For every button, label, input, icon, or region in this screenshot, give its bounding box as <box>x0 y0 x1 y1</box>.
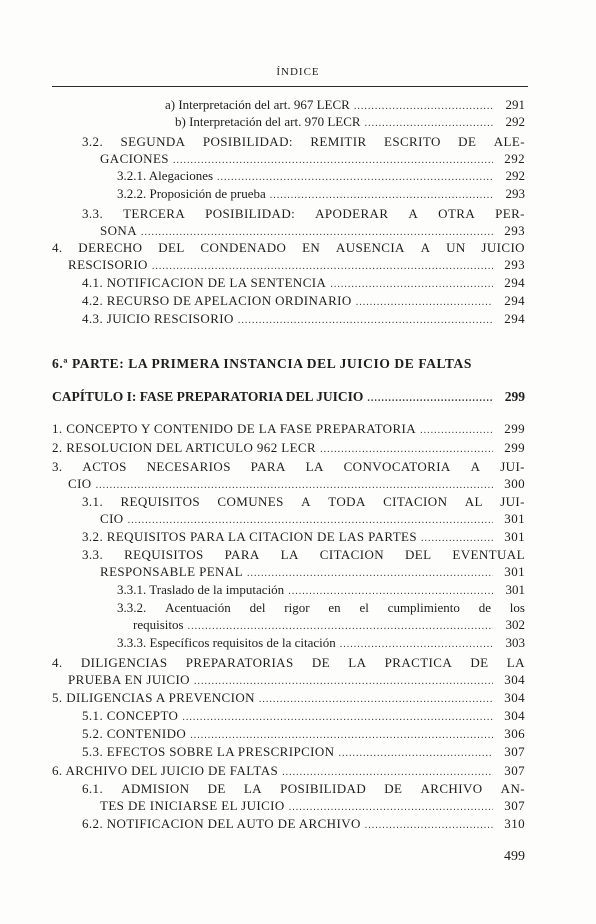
dot-leader <box>188 619 493 635</box>
toc-entry-page: 294 <box>504 311 525 326</box>
toc-entry-text: 3.3.1. Traslado de la imputación <box>117 582 285 597</box>
dot-leader <box>354 99 493 115</box>
toc-entry-page: 292 <box>505 114 525 129</box>
toc-entry-row <box>82 293 525 310</box>
toc-entry-page: 301 <box>505 582 525 597</box>
dot-leader <box>96 478 493 494</box>
dot-leader <box>365 116 493 132</box>
toc-entry-line: 3. ACTOS NECESARIOS PARA LA CONVOCATORIA A JUI- <box>52 459 525 474</box>
toc-entry-text: 3.2.1. Alegaciones <box>117 168 214 183</box>
toc-entry-page: 301 <box>504 511 525 526</box>
toc-entry-page: 301 <box>504 529 525 544</box>
toc-entry-page: 302 <box>505 617 525 632</box>
toc-entry-row <box>117 582 525 599</box>
toc-entry-row <box>117 186 525 203</box>
toc-entry <box>82 311 525 328</box>
toc-entry <box>82 206 525 240</box>
toc-entry-row <box>82 726 525 743</box>
toc-entry <box>117 635 525 652</box>
toc-entry <box>52 240 525 274</box>
toc-entry-page: 293 <box>504 223 525 238</box>
toc-entry-text: 4.1. NOTIFICACION DE LA SENTENCIA <box>82 275 327 290</box>
toc-entry-text: 2. RESOLUCION DEL ARTICULO 962 LECR <box>52 440 317 455</box>
toc-entry <box>52 440 525 457</box>
dot-leader <box>421 531 493 547</box>
dot-leader <box>338 746 493 762</box>
toc-entry-line: 4. DILIGENCIAS PREPARATORIAS DE LA PRACTICA DE LA <box>52 655 525 670</box>
toc-entry-page: 294 <box>504 275 525 290</box>
dot-leader <box>320 442 493 458</box>
toc-entry-page: 300 <box>504 476 525 491</box>
dot-leader <box>330 277 493 293</box>
toc-entry <box>165 97 525 114</box>
toc-entry-row <box>133 617 525 634</box>
toc-entry-page: 307 <box>504 798 525 813</box>
toc-entry-text: 3.2. REQUISITOS PARA LA CITACION DE LAS PARTES <box>82 529 418 544</box>
toc-entry-page: 304 <box>504 690 525 705</box>
dot-leader <box>259 692 493 708</box>
toc-entry <box>117 600 525 634</box>
toc-entry-row <box>52 763 525 780</box>
toc-entry <box>82 134 525 168</box>
toc-entry <box>82 293 525 310</box>
toc-entry <box>82 275 525 292</box>
toc-entry-line: 3.2. SEGUNDA POSIBILIDAD: REMITIR ESCRITO DE ALE- <box>82 134 525 149</box>
toc-entry-text: RESCISORIO <box>68 257 148 272</box>
toc-entry-row <box>68 476 525 493</box>
toc-entry-text: 1. CONCEPTO Y CONTENIDO DE LA FASE PREPARATORIA <box>52 421 417 436</box>
toc-entry <box>175 114 525 131</box>
toc-entry-text: CIO <box>68 476 92 491</box>
toc-entry-page: 306 <box>504 726 525 741</box>
toc-entry-page: 307 <box>504 763 525 778</box>
toc-entry-row <box>82 708 525 725</box>
dot-leader <box>365 818 493 834</box>
toc-entry-row <box>100 151 525 168</box>
toc-entry-line: 3.3. REQUISITOS PARA LA CITACION DEL EVENTUAL <box>82 547 525 562</box>
dot-leader <box>270 188 493 204</box>
running-header: ÍNDICE <box>276 66 320 78</box>
toc-entry-row <box>165 97 525 114</box>
toc-entry-row <box>82 816 525 833</box>
toc-entry <box>82 744 525 761</box>
dot-leader <box>194 674 493 690</box>
dot-leader <box>247 566 493 582</box>
toc-entry-line: 3.3. TERCERA POSIBILIDAD: APODERAR A OTRA PER- <box>82 206 525 221</box>
header-rule <box>52 86 528 87</box>
toc-entry-text: TES DE INICIARSE EL JUICIO <box>100 798 285 813</box>
toc-entry-row <box>117 635 525 652</box>
toc-entry-line: 4. DERECHO DEL CONDENADO EN AUSENCIA A UN JUICIO <box>52 240 525 255</box>
toc-entry-page: 304 <box>504 672 525 687</box>
toc-entry-text: b) Interpretación del art. 970 LECR <box>175 114 361 129</box>
toc-entry-text: a) Interpretación del art. 967 LECR <box>165 97 350 112</box>
toc-entry <box>82 816 525 833</box>
toc-entry-text: 3.2.2. Proposición de prueba <box>117 186 266 201</box>
toc-entry-row <box>52 690 525 707</box>
dot-leader <box>173 153 493 169</box>
toc-entry <box>52 690 525 707</box>
toc-entry-text: GACIONES <box>100 151 169 166</box>
chapter-heading <box>52 389 525 406</box>
toc-entry <box>117 582 525 599</box>
toc-entry-text: 5.1. CONCEPTO <box>82 708 179 723</box>
toc-entry <box>52 421 525 438</box>
toc-entry-text: requisitos <box>133 617 184 632</box>
toc-entry <box>117 186 525 203</box>
toc-entry-text: 6. ARCHIVO DEL JUICIO DE FALTAS <box>52 763 279 778</box>
toc-entry-page: 292 <box>504 151 525 166</box>
toc-entry-row <box>100 511 525 528</box>
toc-entry-text: 5.2. CONTENIDO <box>82 726 187 741</box>
toc-entry <box>82 726 525 743</box>
toc-entry-row <box>82 529 525 546</box>
toc-entry-line: 6.1. ADMISION DE LA POSIBILIDAD DE ARCHIVO AN- <box>82 781 525 796</box>
toc-entry <box>52 459 525 493</box>
toc-entry-page: 307 <box>504 744 525 759</box>
dot-leader <box>238 313 493 329</box>
toc-entry <box>52 655 525 689</box>
toc-entry-row <box>117 168 525 185</box>
toc-entry-row <box>175 114 525 131</box>
toc-entry-row <box>82 275 525 292</box>
toc-entry <box>82 494 525 528</box>
toc-entry-text: 4.3. JUICIO RESCISORIO <box>82 311 234 326</box>
dot-leader <box>420 423 493 439</box>
toc-entry-page: 292 <box>505 168 525 183</box>
toc-entry-page: 301 <box>504 564 525 579</box>
toc-entry-text: 4.2. RECURSO DE APELACION ORDINARIO <box>82 293 352 308</box>
toc-entry-page: 299 <box>504 421 525 436</box>
dot-leader <box>282 765 493 781</box>
dot-leader <box>152 259 493 275</box>
toc-entry-row <box>68 257 525 274</box>
toc-entry-row <box>82 744 525 761</box>
toc-entry-row <box>100 798 525 815</box>
toc-entry-text: 6.2. NOTIFICACION DEL AUTO DE ARCHIVO <box>82 816 361 831</box>
toc-entry <box>82 529 525 546</box>
dot-leader <box>141 225 493 241</box>
part-title: 6.ª PARTE: LA PRIMERA INSTANCIA DEL JUICIO DE FALTAS <box>52 356 472 371</box>
dot-leader <box>190 728 493 744</box>
toc-entry-page: 293 <box>504 257 525 272</box>
toc-entry-row <box>68 672 525 689</box>
dot-leader <box>367 393 493 404</box>
toc-entry-row <box>100 564 525 581</box>
toc-entry <box>82 708 525 725</box>
toc-entry-text: 5. DILIGENCIAS A PREVENCION <box>52 690 255 705</box>
toc-entry-text: 3.3.3. Específicos requisitos de la citación <box>117 635 336 650</box>
dot-leader <box>356 295 493 311</box>
dot-leader <box>289 800 493 816</box>
toc-entry-text: CIO <box>100 511 124 526</box>
toc-entry-line: 3.3.2. Acentuación del rigor en el cumplimiento de los <box>117 600 525 615</box>
toc-entry-row <box>52 421 525 438</box>
toc-entry-text: RESPONSABLE PENAL <box>100 564 243 579</box>
toc-entry <box>82 781 525 815</box>
toc-entry-text: PRUEBA EN JUICIO <box>68 672 190 687</box>
toc-entry-row <box>52 440 525 457</box>
toc-entry-page: 299 <box>504 440 525 455</box>
toc-entry-page: 294 <box>504 293 525 308</box>
toc-entry-text: 5.3. EFECTOS SOBRE LA PRESCRIPCION <box>82 744 335 759</box>
dot-leader <box>288 584 493 600</box>
page-number: 499 <box>504 849 525 864</box>
toc-entry-page: 310 <box>504 816 525 831</box>
toc-entry <box>52 763 525 780</box>
toc-entry-row <box>82 311 525 328</box>
dot-leader <box>128 513 493 529</box>
toc-entry <box>117 168 525 185</box>
dot-leader <box>340 637 493 653</box>
dot-leader <box>182 710 493 726</box>
chapter-title: CAPÍTULO I: FASE PREPARATORIA DEL JUICIO <box>52 389 364 404</box>
toc-entry-row <box>100 223 525 240</box>
toc-entry-page: 293 <box>505 186 525 201</box>
chapter-page: 299 <box>504 389 525 404</box>
toc-entry-page: 303 <box>505 635 525 650</box>
toc-entry <box>82 547 525 581</box>
toc-entry-line: 3.1. REQUISITOS COMUNES A TODA CITACION AL JUI- <box>82 494 525 509</box>
toc-entry-page: 304 <box>504 708 525 723</box>
toc-entry-text: SONA <box>100 223 137 238</box>
toc-entry-page: 291 <box>505 97 525 112</box>
dot-leader <box>217 170 493 186</box>
